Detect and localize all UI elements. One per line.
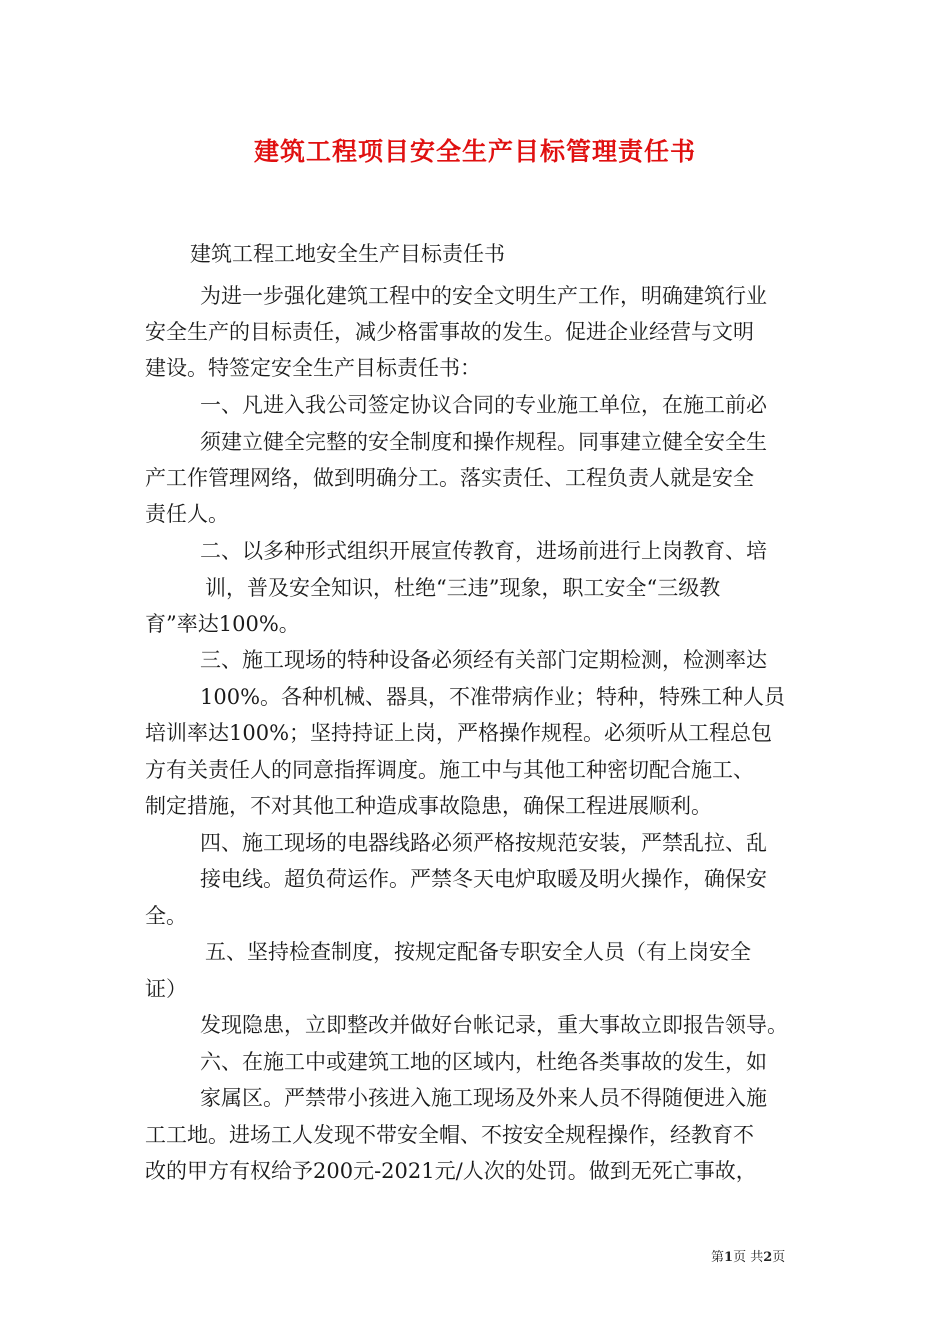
body-line: 100%。各种机械、器具，不准带病作业；特种，特殊工种人员 — [200, 685, 786, 709]
document-title: 建筑工程项目安全生产目标管理责任书 — [253, 137, 696, 166]
body-line: 发现隐患，立即整改并做好台帐记录，重大事故立即报告领导。 — [200, 1013, 788, 1037]
body-line: 一、凡进入我公司签定协议合同的专业施工单位，在施工前必 — [200, 393, 767, 417]
body-line: 建筑工程工地安全生产目标责任书 — [190, 242, 505, 266]
body-line: 安全生产的目标责任，减少格雷事故的发生。促进企业经营与文明 — [145, 320, 754, 344]
body-line: 方有关责任人的同意指挥调度。施工中与其他工种密切配合施工、 — [145, 758, 754, 782]
footer-middle: 页 共 — [733, 1250, 764, 1265]
body-line: 全。 — [145, 904, 187, 928]
body-line: 证） — [145, 977, 187, 1001]
body-line: 二、以多种形式组织开展宣传教育，进场前进行上岗教育、培 — [200, 539, 767, 563]
body-line: 改的甲方有权给予200元-2021元/人次的处罚。做到无死亡事故， — [145, 1159, 757, 1183]
body-line: 责任人。 — [145, 502, 229, 526]
body-line: 制定措施，不对其他工种造成事故隐患，确保工程进展顺利。 — [145, 794, 712, 818]
body-line: 工工地。进场工人发现不带安全帽、不按安全规程操作，经教育不 — [145, 1123, 754, 1147]
body-line: 训，普及安全知识，杜绝“三违”现象，职工安全“三级教 — [205, 576, 721, 600]
body-line: 五、坚持检查制度，按规定配备专职安全人员（有上岗安全 — [205, 940, 751, 964]
footer-total-pages: 2 — [763, 1250, 773, 1265]
footer-current-page: 1 — [724, 1250, 734, 1265]
body-line: 六、在施工中或建筑工地的区域内，杜绝各类事故的发生，如 — [200, 1050, 767, 1074]
page-footer — [711, 1246, 785, 1265]
body-line: 培训率达100%；坚持持证上岗，严格操作规程。必须听从工程总包 — [145, 721, 773, 745]
body-line: 家属区。严禁带小孩进入施工现场及外来人员不得随便进入施 — [200, 1086, 767, 1110]
body-line: 产工作管理网络，做到明确分工。落实责任、工程负责人就是安全 — [145, 466, 754, 490]
footer-prefix: 第 — [711, 1250, 725, 1265]
body-line: 四、施工现场的电器线路必须严格按规范安装，严禁乱拉、乱 — [200, 831, 767, 855]
body-line: 为进一步强化建筑工程中的安全文明生产工作，明确建筑行业 — [200, 284, 767, 308]
body-line: 建设。特签定安全生产目标责任书： — [145, 356, 481, 380]
body-line: 三、施工现场的特种设备必须经有关部门定期检测，检测率达 — [200, 648, 767, 672]
body-line: 须建立健全完整的安全制度和操作规程。同事建立健全安全生 — [200, 430, 767, 454]
body-line: 育”率达100%。 — [145, 612, 300, 636]
body-line: 接电线。超负荷运作。严禁冬天电炉取暖及明火操作，确保安 — [200, 867, 767, 891]
footer-suffix: 页 — [772, 1250, 786, 1265]
